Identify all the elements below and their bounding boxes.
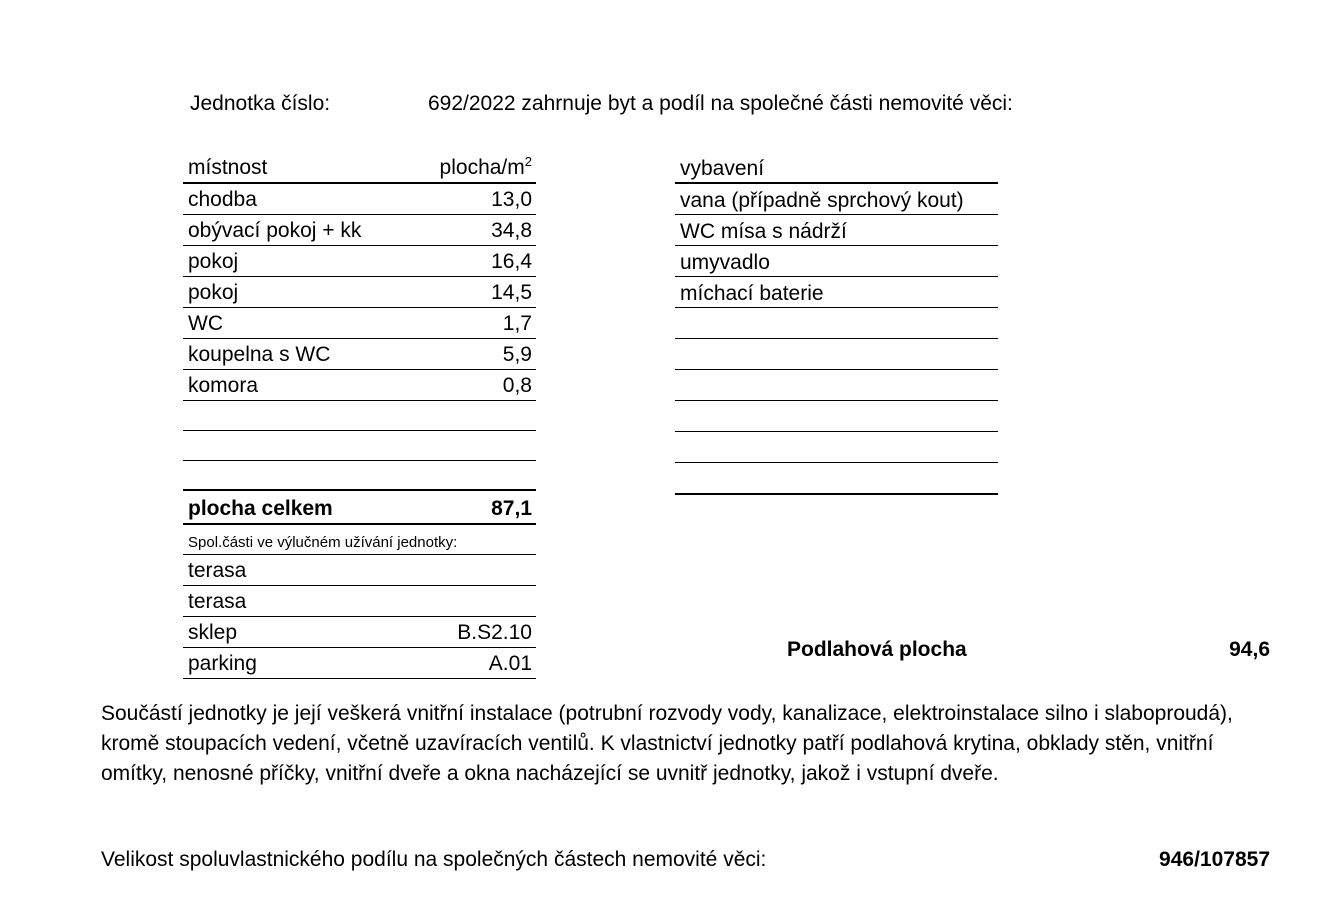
list-item: WC mísa s nádrží [675, 215, 998, 246]
rooms-table [183, 150, 536, 679]
list-item: míchací baterie [675, 277, 998, 308]
floor-area-value: 94,6 [1229, 638, 1270, 661]
total-label: plocha celkem [188, 497, 333, 520]
floor-area-label: Podlahová plocha [787, 638, 967, 661]
empty-row [675, 463, 998, 495]
rooms-header-row [183, 150, 536, 184]
empty-row [675, 370, 998, 401]
unit-label: Jednotka číslo: [190, 92, 331, 115]
empty-row [675, 308, 998, 339]
empty-row [183, 401, 536, 431]
table-row: pokoj 16,4 [183, 246, 536, 277]
table-row: chodba 13,0 [183, 184, 536, 215]
table-row: koupelna s WC 5,9 [183, 339, 536, 370]
unit-description: 692/2022 zahrnuje byt a podíl na společné části nemovité věci: [428, 92, 1013, 115]
ownership-paragraph: Součástí jednotky je její veškerá vnitřní instalace (potrubní rozvody vody, kanalizace, elektroinstalace silno i slaboproudá), kromě stoupacích vedení, včetně uzavíracích ventilů. K vlastnictví jednotky patří podlahová krytina, obklady stěn, vnitřní omítky, nenosné příčky, vnitřní dveře a okna nacházející se uvnitř jednotky, jakož i vstupní dveře. [101, 702, 1233, 785]
common-row: sklep B.S2.10 [183, 617, 536, 648]
common-row: terasa [183, 555, 536, 586]
empty-row [675, 339, 998, 370]
table-row: komora 0,8 [183, 370, 536, 401]
equipment-table [675, 152, 998, 495]
share-label: Velikost spoluvlastnického podílu na společných částech nemovité věci: [101, 848, 767, 871]
common-parts-heading: Spol.části ve výlučném užívání jednotky: [183, 525, 536, 555]
equipment-header: vybavení [675, 152, 998, 184]
empty-row [675, 401, 998, 432]
room-column-header: místnost [188, 156, 268, 179]
list-item: umyvadlo [675, 246, 998, 277]
empty-row [183, 431, 536, 461]
table-row: obývací pokoj + kk 34,8 [183, 215, 536, 246]
common-row: parking A.01 [183, 648, 536, 679]
list-item: vana (případně sprchový kout) [675, 184, 998, 215]
empty-row [675, 432, 998, 463]
total-row [183, 489, 536, 525]
share-value: 946/107857 [1159, 848, 1270, 871]
area-column-header: plocha/$m^2$ [439, 154, 532, 179]
table-row: WC 1,7 [183, 308, 536, 339]
common-row: terasa [183, 586, 536, 617]
table-row: pokoj 14,5 [183, 277, 536, 308]
total-value: 87,1 [491, 497, 532, 520]
